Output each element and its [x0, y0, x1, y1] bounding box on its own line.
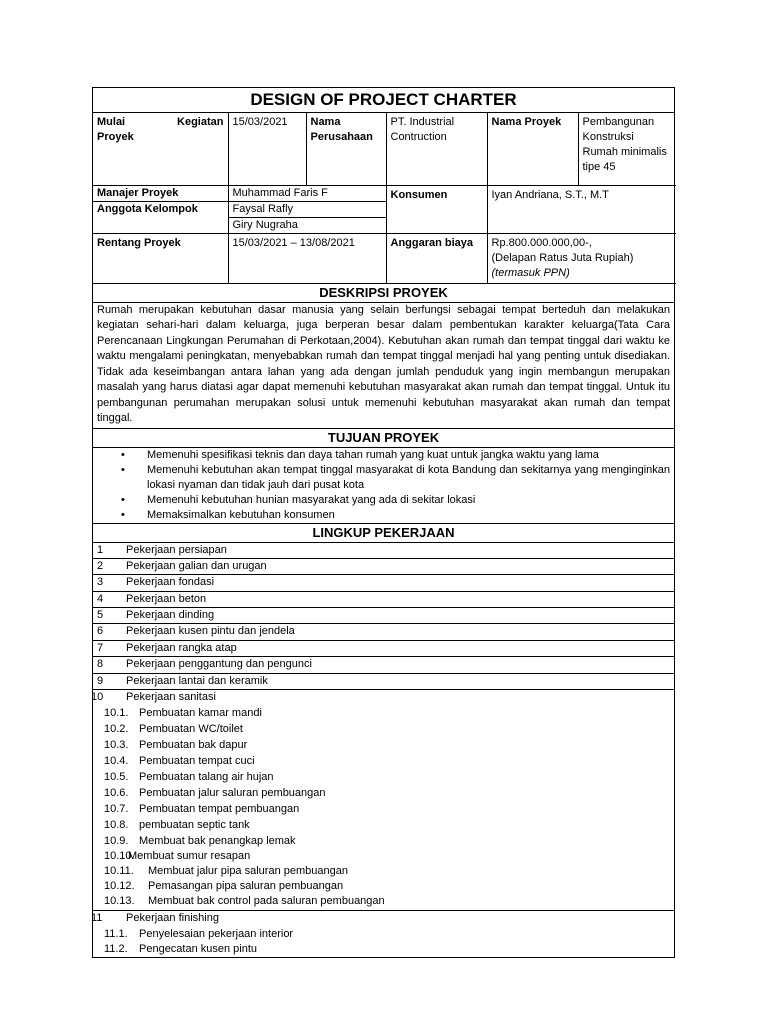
list-item: 10.11. Membuat jalur pipa saluran pembuangan	[104, 865, 348, 878]
list-item: 11.1. Penyelesaian pekerjaan interior	[104, 928, 294, 941]
anggaran-amount: Rp.800.000.000,00-,	[491, 236, 592, 249]
list-item: 10.9. Membuat bak penangkap lemak	[104, 835, 296, 848]
list-item: 6 Pekerjaan kusen pintu dan jendela	[93, 624, 674, 640]
list-item: 11.2. Pengecatan kusen pintu	[104, 943, 258, 956]
list-item: 3 Pekerjaan fondasi	[93, 575, 674, 591]
tujuan-heading: TUJUAN PROYEK	[93, 428, 674, 448]
list-item: 10.4. Pembuatan tempat cuci	[104, 755, 255, 768]
tujuan-list	[93, 448, 674, 523]
list-item: 5 Pekerjaan dinding	[93, 608, 674, 624]
list-item: 2 Pekerjaan galian dan urugan	[93, 559, 674, 575]
list-item: 10.1. Pembuatan kamar mandi	[104, 707, 262, 720]
deskripsi-heading: DESKRIPSI PROYEK	[93, 284, 674, 303]
list-item: • Memenuhi kebutuhan akan tempat tinggal masyarakat di kota Bandung dan sekitarnya yang menginginkan lokasi nyaman dan tidak jauh dari pusat kota	[93, 463, 670, 493]
lingkup-heading: LINGKUP PEKERJAAN	[93, 523, 674, 543]
list-item: 10.2. Pembuatan WC/toilet	[104, 723, 243, 736]
list-item: 10 Pekerjaan sanitasi	[91, 691, 216, 704]
list-item: 4 Pekerjaan beton	[93, 592, 674, 608]
list-item: • Memaksimalkan kebutuhan konsumen	[93, 508, 670, 523]
list-item: 8 Pekerjaan penggantung dan pengunci	[93, 657, 674, 673]
list-item: 10.10. Membuat sumur resapan	[104, 850, 251, 863]
list-item: 10.12. Pemasangan pipa saluran pembuangan	[104, 880, 344, 893]
konsumen-value: Iyan Andriana, S.T., M.T	[487, 185, 676, 233]
list-item: 10.8. pembuatan septic tank	[104, 819, 250, 832]
manajer-proyek-value: Muhammad Faris F	[228, 185, 386, 201]
mulai-kegiatan-label: Mulai Kegiatan Proyek	[93, 113, 228, 185]
mulai-kegiatan-value: 15/03/2021	[228, 113, 306, 185]
list-item: 11 Pekerjaan finishing	[91, 912, 219, 925]
anggota-kelompok-label: Anggota Kelompok	[93, 201, 228, 233]
anggaran-words: (Delapan Ratus Juta Rupiah)	[491, 251, 634, 264]
list-item: • Memenuhi spesifikasi teknis dan daya tahan rumah yang kuat untuk jangka waktu yang lama	[93, 448, 670, 463]
anggota-kelompok-member: Faysal Rafly	[228, 201, 386, 217]
anggaran-biaya-label: Anggaran biaya	[386, 233, 487, 283]
anggota-kelompok-member: Giry Nugraha	[228, 217, 386, 233]
project-info-table	[93, 113, 676, 284]
document-title: DESIGN OF PROJECT CHARTER	[93, 88, 674, 113]
nama-proyek-value: Pembangunan Konstruksi Rumah minimalis tipe 45	[578, 113, 676, 185]
deskripsi-text: Rumah merupakan kebutuhan dasar manusia yang selain berfungsi sebagai tempat berteduh dan melakukan kegiatan sehari-hari dalam keluarga, juga berperan besar dalam pembentukan karakter keluarga(Tata Cara Perencanaan Lingkungan Perumahan di Perkotaan,2004). Kebutuhan akan rumah dan tempat tinggal dari waktu ke waktu mengalami peningkatan, menyebabkan rumah dan tempat tinggal menjadi hal yang penting untuk disediakan. Tidak ada keseimbangan antara lahan yang ada dengan jumlah penduduk yang ingin membangun merupakan masalah yang harus diatasi agar dapat memenuhi kebutuhan masyarakat akan rumah dan tempat tinggal. Untuk itu pembangunan perumahan merupakan solusi untuk memenuhi kebutuhan masyarakat akan rumah dan tempat tinggal.	[97, 303, 670, 424]
list-item: • Memenuhi kebutuhan hunian masyarakat yang ada di sekitar lokasi	[93, 493, 670, 508]
konsumen-label: Konsumen	[386, 185, 487, 233]
list-item: 9 Pekerjaan lantai dan keramik	[93, 674, 674, 690]
nama-proyek-label: Nama Proyek	[487, 113, 578, 185]
sanitasi-sublist	[93, 705, 674, 911]
rentang-proyek-label: Rentang Proyek	[93, 233, 228, 283]
list-item: 1 Pekerjaan persiapan	[93, 543, 674, 559]
project-charter-document	[92, 87, 675, 958]
manajer-proyek-label: Manajer Proyek	[93, 185, 228, 201]
list-item: 10.5. Pembuatan talang air hujan	[104, 771, 274, 784]
nama-perusahaan-value: PT. Industrial Contruction	[386, 113, 487, 185]
list-item: 10.3. Pembuatan bak dapur	[104, 739, 248, 752]
list-item: 7 Pekerjaan rangka atap	[93, 641, 674, 657]
anggaran-note: (termasuk PPN)	[491, 266, 570, 279]
list-item: 10.7. Pembuatan tempat pembuangan	[104, 803, 300, 816]
anggaran-biaya-value	[487, 233, 676, 283]
lingkup-list	[93, 543, 674, 958]
nama-perusahaan-label: Nama Perusahaan	[306, 113, 386, 185]
list-item: 10.6. Pembuatan jalur saluran pembuangan	[104, 787, 326, 800]
list-item: 10.13. Membuat bak control pada saluran pembuangan	[104, 895, 385, 908]
rentang-proyek-value: 15/03/2021 – 13/08/2021	[228, 233, 386, 283]
